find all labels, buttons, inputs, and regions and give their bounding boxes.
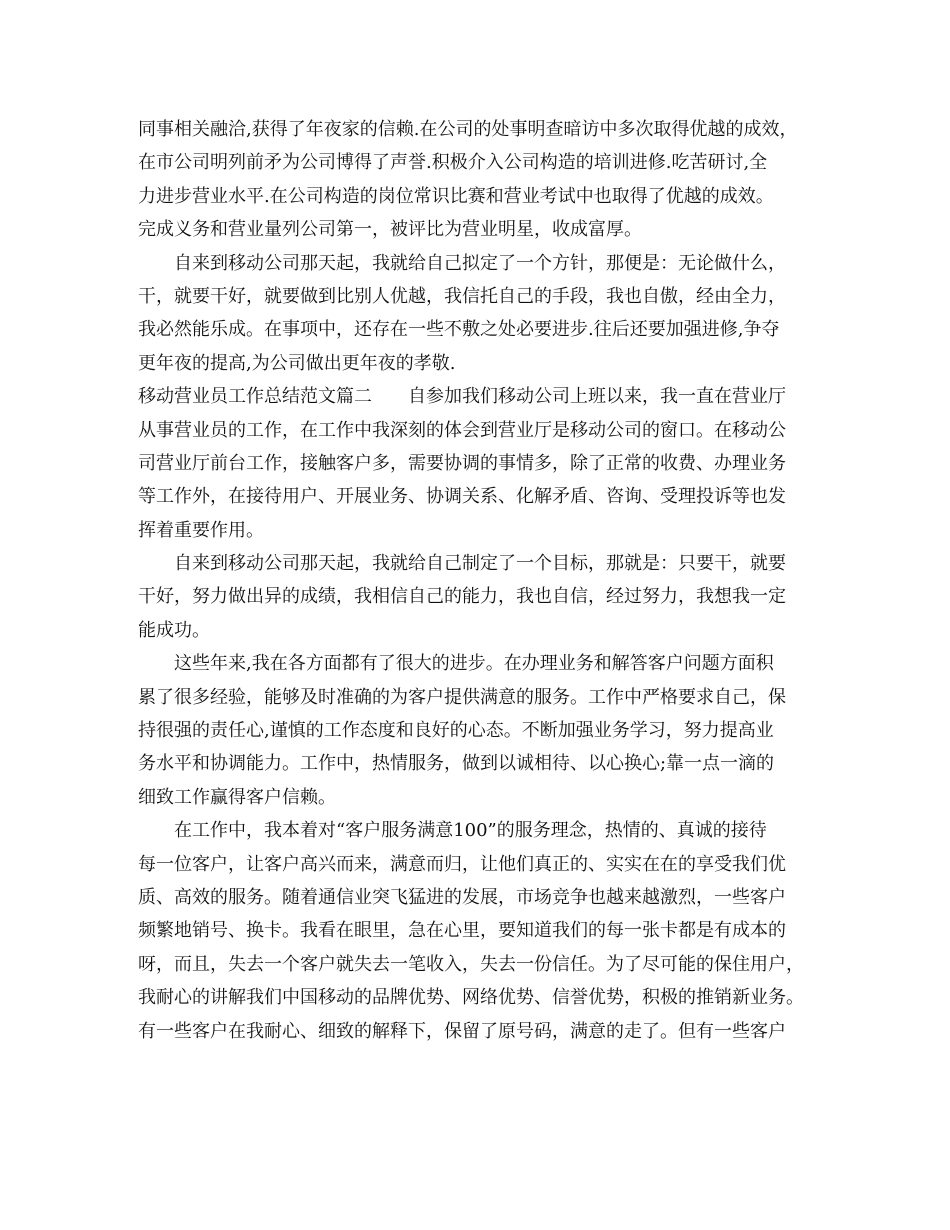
text-line: 这些年来,我在各方面都有了很大的进步。在办理业务和解答客户问题方面积 xyxy=(174,653,774,675)
text-line: 能成功。 xyxy=(138,619,210,641)
section-heading-line: 移动营业员工作总结范文篇二 自参加我们移动公司上班以来，我一直在营业厅 xyxy=(138,386,786,408)
text-line: 从事营业员的工作，在工作中我深刻的体会到营业厅是移动公司的窗口。在移动公 xyxy=(138,419,786,441)
text-line: 在市公司明列前矛为公司博得了声誉.积极介入公司构造的培训进修.吃苦研讨,全 xyxy=(138,152,768,174)
text-line: 同事相关融洽,获得了年夜家的信赖.在公司的处事明查暗访中多次取得优越的成效， xyxy=(138,119,798,140)
text-line: 挥着重要作用。 xyxy=(138,519,264,541)
text-line: 有一些客户在我耐心、细致的解释下，保留了原号码，满意的走了。但有一些客户 xyxy=(138,1020,786,1042)
text-line: 细致工作赢得客户信赖。 xyxy=(138,786,336,808)
text-line: 质、高效的服务。随着通信业突飞猛进的发展，市场竞争也越来越激烈，一些客户 xyxy=(138,886,786,908)
text-line: 在工作中，我本着对“客户服务满意100”的服务理念，热情的、真诚的接待 xyxy=(174,820,767,842)
text-line: 司营业厅前台工作，接触客户多，需要协调的事情多，除了正常的收费、办理业务 xyxy=(138,452,786,474)
text-line: 每一位客户，让客户高兴而来，满意而归，让他们真正的、实实在在的享受我们优 xyxy=(138,853,786,875)
text-line: 我必然能乐成。在事项中，还存在一些不敷之处必要进步.往后还要加强进修,争夺 xyxy=(138,319,780,341)
text-line: 更年夜的提高,为公司做出更年夜的孝敬. xyxy=(138,352,456,374)
text-line: 自来到移动公司那天起，我就给自己制定了一个目标，那就是：只要干，就要 xyxy=(174,553,786,575)
text-line: 干好，努力做出异的成绩，我相信自己的能力，我也自信，经过努力，我想我一定 xyxy=(138,586,786,608)
text-line: 干，就要干好，就要做到比别人优越，我信托自己的手段，我也自傲，经由全力， xyxy=(138,285,786,307)
text-line: 务水平和协调能力。工作中，热情服务，做到以诚相待、以心换心;靠一点一滴的 xyxy=(138,753,775,775)
text-line: 等工作外，在接待用户、开展业务、协调关系、化解矛盾、咨询、受理投诉等也发 xyxy=(138,486,786,508)
text-line: 完成义务和营业量列公司第一，被评比为营业明星，收成富厚。 xyxy=(138,219,642,241)
text-line: 我耐心的讲解我们中国移动的品牌优势、网络优势、信誉优势，积极的推销新业务。 xyxy=(138,987,804,1009)
document-body xyxy=(138,113,828,1048)
text-line: 力进步营业水平.在公司构造的岗位常识比赛和营业考试中也取得了优越的成效。 xyxy=(138,185,774,207)
text-line: 频繁地销号、换卡。我看在眼里，急在心里，要知道我们的每一张卡都是有成本的 xyxy=(138,920,786,942)
text-line: 累了很多经验，能够及时准确的为客户提供满意的服务。工作中严格要求自己，保 xyxy=(138,686,786,708)
text-line: 持很强的责任心,谨慎的工作态度和良好的心态。不断加强业务学习，努力提高业 xyxy=(138,720,774,742)
text-line: 呀，而且，失去一个客户就失去一笔收入，失去一份信任。为了尽可能的保住用户， xyxy=(138,953,804,975)
text-line: 自来到移动公司那天起，我就给自己拟定了一个方针，那便是：无论做什么， xyxy=(174,252,786,274)
